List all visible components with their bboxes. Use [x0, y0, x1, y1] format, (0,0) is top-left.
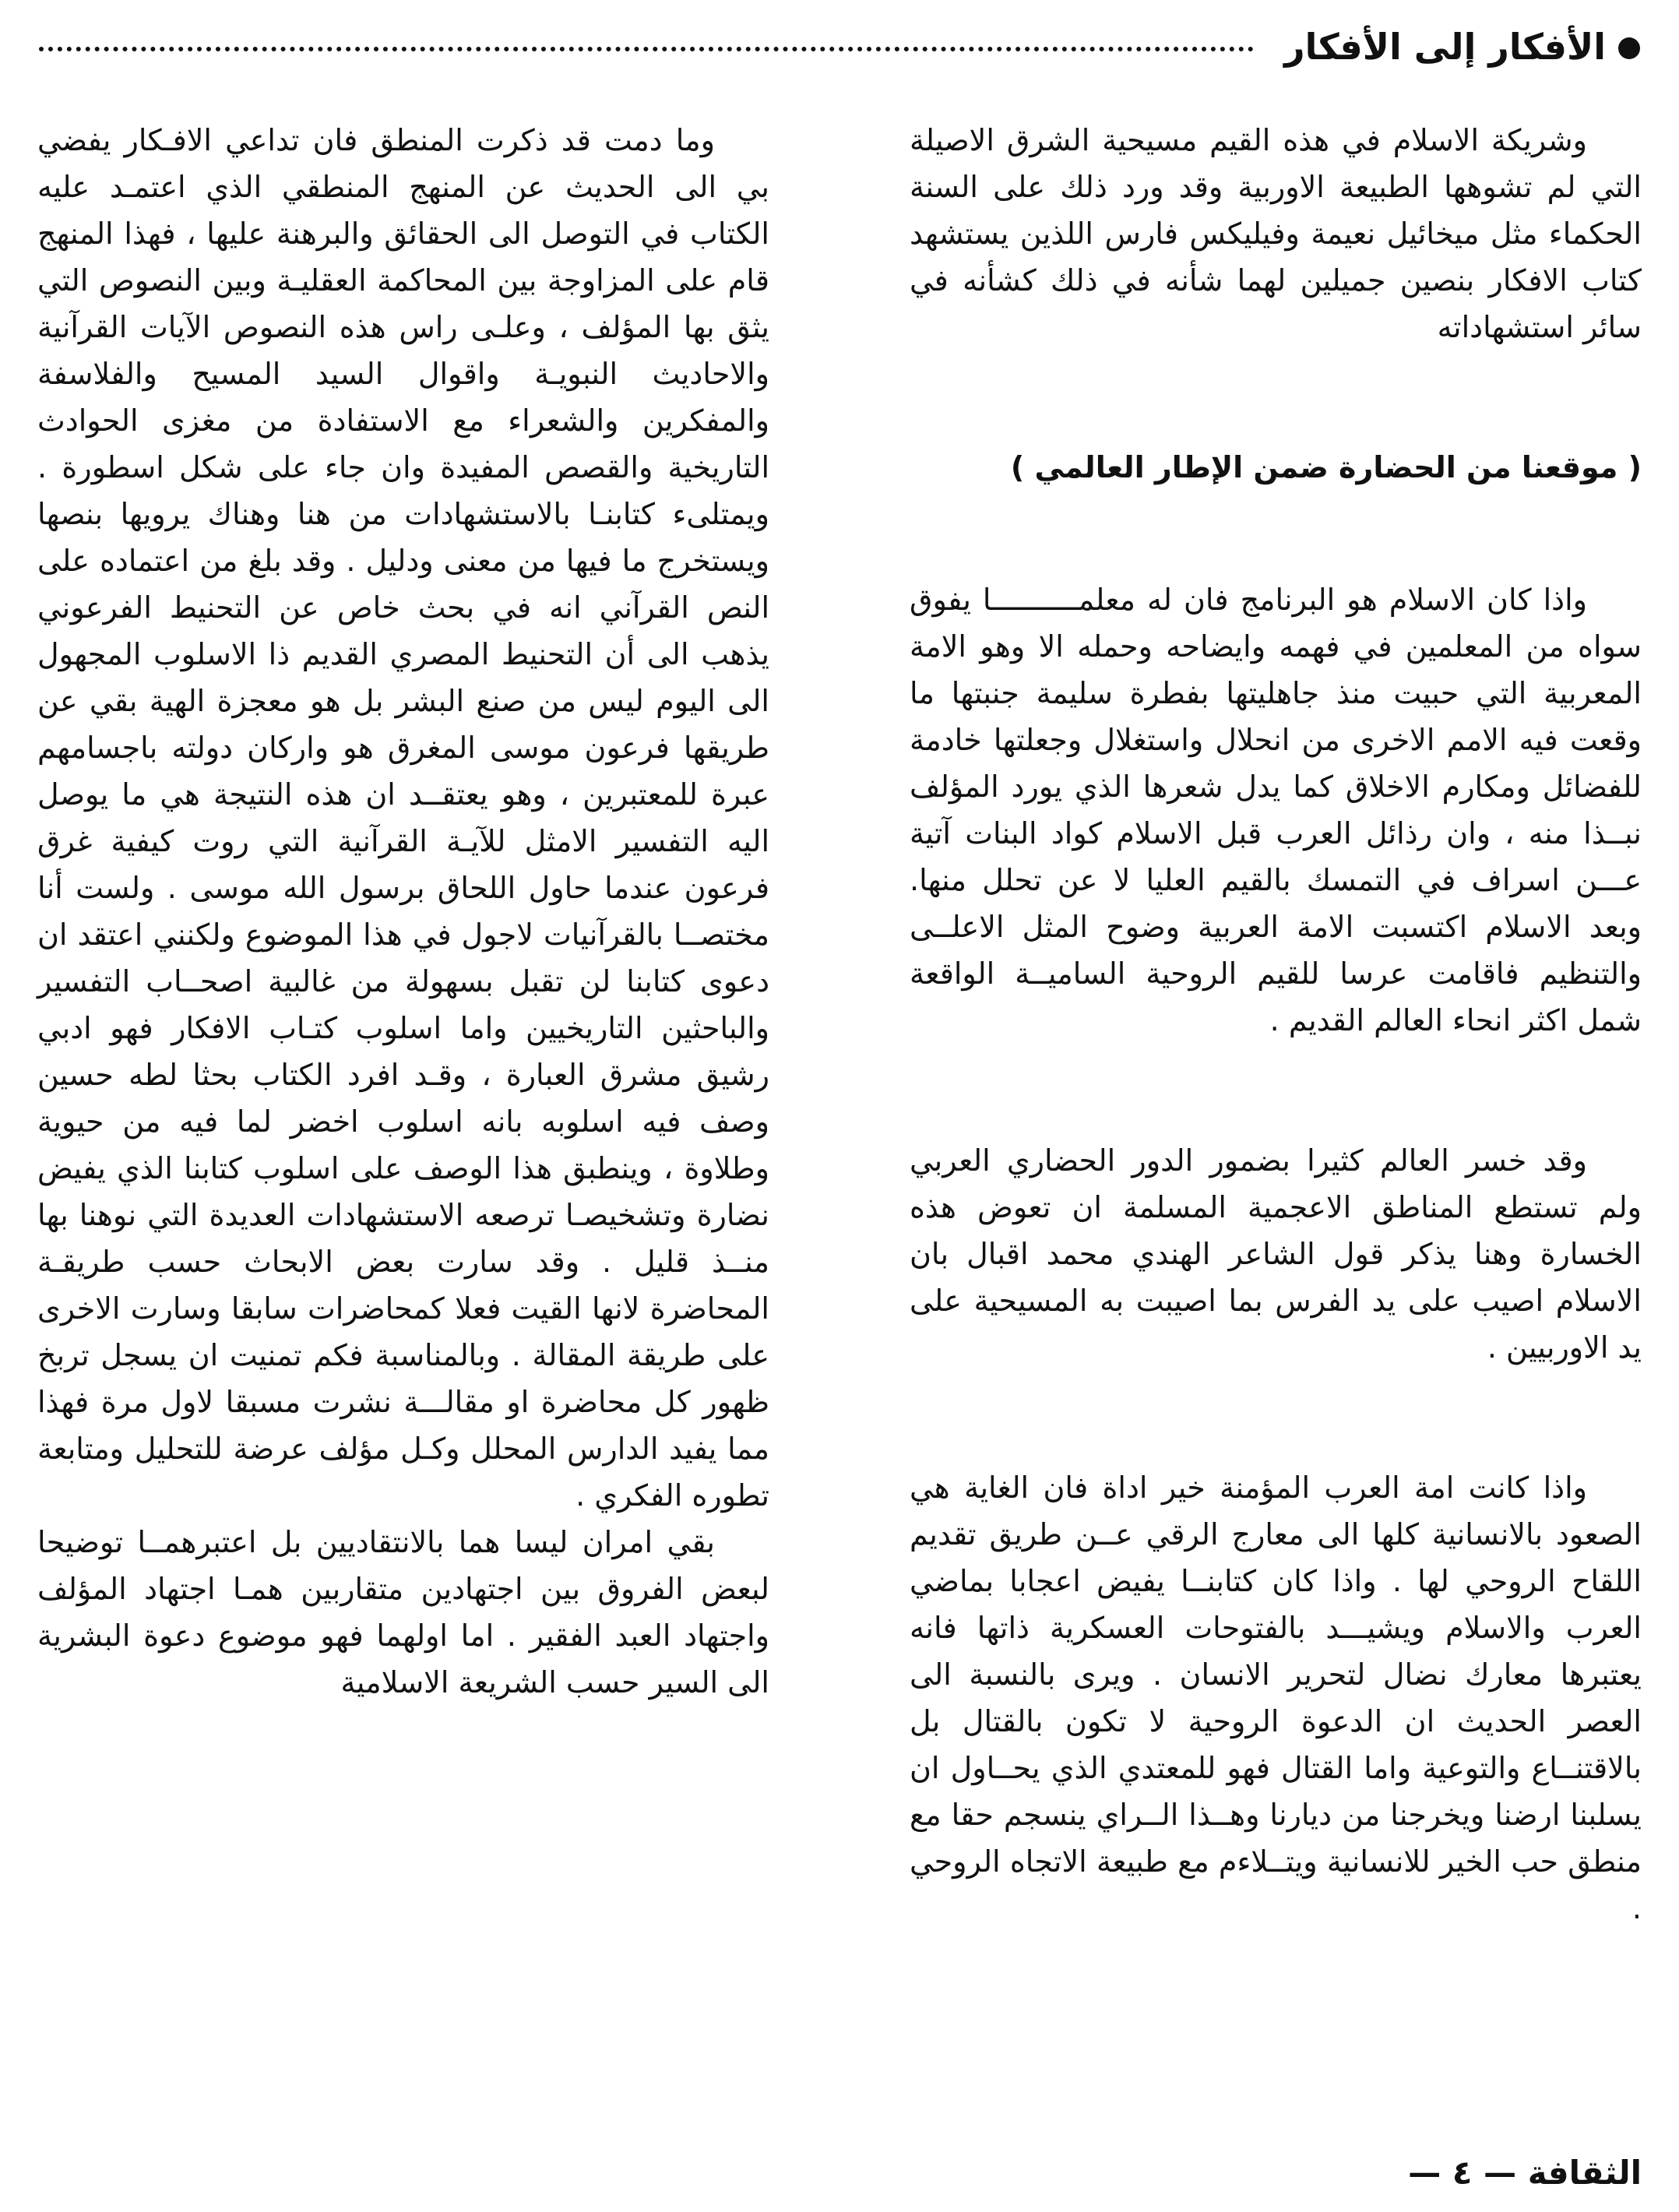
paragraph: وما دمت قد ذكرت المنطق فان تداعي الافـكار يفضي بي الى الحديث عن المنهج المنطقي الذي اعتمـد عليه الكتاب في التوصل الى الحقائق والبرهنة عليها ، فهذا المنهج قام على المزاوجة بين المحاكمة العقليـة وبين النصوص التي يثق بها المؤلف ، وعلـى راس هذه النصوص الآيات القرآنية والاحاديث النبويـة واقوال السيد المسيح والفلاسفة والمفكرين والشعراء مع الاستفادة من مغزى الحوادث التاريخية والقصص المفيدة وان جاء على شكل اسطورة . ويمتلىء كتابنـا بالاستشهادات من هنا وهناك يرويها بنصها ويستخرج ما فيها من معنى ودليل . وقد بلغ من اعتماده على النص القرآني انه في بحث خاص عن التحنيط الفرعوني يذهب الى أن التحنيط المصري القديم ذا الاسلوب المجهول الى اليوم ليس من صنع البشر بل هو معجزة الهية بقي عن طريقها فرعون موسى المغرق هو واركان دولته باجسامهم عبرة للمعتبرين ، وهو يعتقــد ان هذه النتيجة هي ما يوصل اليه التفسير الامثل للآيـة القرآنية التي روت كيفية غرق فرعون عندما حاول اللحاق برسول الله موسى . ولست أنا مختصــا بالقرآنيات لاجول في هذا الموضوع ولكنني اعتقد ان دعوى كتابنا لن تقبل بسهولة من غالبية اصحــاب التفسير والباحثين التاريخيين واما اسلوب كتـاب الافكار فهو ادبي رشيق مشرق العبارة ، وقـد افرد الكتاب بحثا لطه حسين وصف فيه اسلوبه بانه اسلوب اخضر لما فيه من حيوية وطلاوة ، وينطبق هذا الوصف على اسلوب كتابنا الذي يفيض نضارة وتشخيصـا ترصعه الاستشهادات العديدة التي نوهنا بها منــذ قليل . وقد سارت بعض الابحاث حسب طريقـة المحاضرة لانها القيت فعلا كمحاضرات سابقا وسارت الاخرى على طريقة المقالة . وبالمناسبة فكم تمنيت ان يسجل تربخ ظهور كل محاضرة او مقالـــة نشرت مسبقا لاول مرة فهذا مما يفيد الدارس المحلل وكـل مؤلف عرضة للتحليل ومتابعة تطوره الفكري .	[37, 123, 769, 1513]
page-header	[39, 22, 1640, 72]
section-heading: ( موقعنا من الحضارة ضمن الإطار العالمي )	[1010, 450, 1642, 484]
header-rule	[39, 47, 1254, 51]
header-title: الأفكار إلى الأفكار	[1284, 26, 1606, 68]
right-column	[910, 117, 1642, 1932]
paragraph: واذا كانت امة العرب المؤمنة خير اداة فان الغاية هي الصعود بالانسانية كلها الى معارج الرقي عــن طريق تقديم اللقاح الروحي لها . واذا كان كتابنــا يفيض اعجابا بماضي العرب والاسلام ويشيـــد بالفتوحات العسكرية ذاتها فانه يعتبرها معارك نضال لتحرير الانسان . ويرى بالنسبة الى العصر الحديث ان الدعوة الروحية لا تكون بالقتال بل بالاقتنــاع والتوعية واما القتال فهو للمعتدي الذي يحــاول ان يسلبنا ارضنا ويخرجنا من ديارنا وهــذا الــراي ينسجم حقا مع منطق حب الخير للانسانية ويتــلاءم مع طبيعة الاتجاه الروحي .	[910, 1471, 1642, 1925]
paragraph: وقد خسر العالم كثيرا بضمور الدور الحضاري العربي ولم تستطع المناطق الاعجمية المسلمة ان تعوض هذه الخسارة وهنا يذكر قول الشاعر الهندي محمد اقبال بان الاسلام اصيب على يد الفرس بما اصيبت به المسيحية على يد الاوربيين .	[910, 1143, 1642, 1365]
paragraph: وشريكة الاسلام في هذه القيم مسيحية الشرق الاصيلة التي لم تشوهها الطبيعة الاوربية وقد ورد ذلك على السنة الحكماء مثل ميخائيل نعيمة وفيليكس فارس اللذين يستشهد كتاب الافكار بنصين جميلين لهما شأنه في ذلك كشأنه في سائر استشهاداته	[910, 123, 1642, 344]
left-column	[37, 117, 769, 1706]
paragraph: واذا كان الاسلام هو البرنامج فان له معلمــــــــــا يفوق سواه من المعلمين في فهمه وايضاحه وحمله الا وهو الامة المعربية التي حبيت منذ جاهليتها بفطرة سليمة جنبتها ما وقعت فيه الامم الاخرى من انحلال واستغلال وجعلتها خادمة للفضائل ومكارم الاخلاق كما يدل شعرها الذي يورد المؤلف نبــذا منه ، وان رذائل العرب قبل الاسلام كواد البنات آتية عـــن اسراف في التمسك بالقيم العليا لا عن تحلل منها. وبعد الاسلام اكتسبت الامة العربية وضوح المثل الاعلــى والتنظيم فاقامت عرسا للقيم الروحية الساميــة الواقعة شمل اكثر انحاء العالم القديم .	[910, 583, 1642, 1037]
paragraph: بقي امران ليسا هما بالانتقاديين بل اعتبرهمــا توضيحا لبعض الفروق بين اجتهادين متقاربين همـا اجتهاد المؤلف واجتهاد العبد الفقير . اما اولهما فهو موضوع دعوة البشرية الى السير حسب الشريعة الاسلامية	[37, 1525, 769, 1700]
bullet-icon	[1618, 37, 1640, 59]
page-footer: الثقافة — ٤ —	[1408, 2154, 1642, 2192]
